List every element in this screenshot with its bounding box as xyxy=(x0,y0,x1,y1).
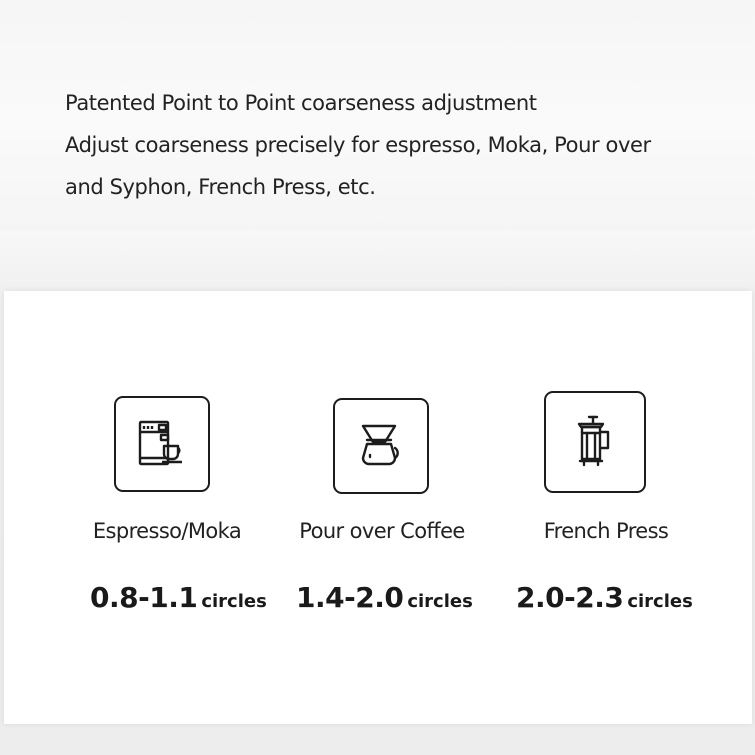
grind-settings-card xyxy=(4,291,752,724)
range-value-french-press: 2.0-2.3 xyxy=(516,581,624,614)
range-espresso-moka xyxy=(90,581,267,614)
pour-over-dripper-icon xyxy=(333,398,429,494)
espresso-machine-icon xyxy=(114,396,210,492)
intro-text xyxy=(65,82,725,208)
range-value-pour-over: 1.4-2.0 xyxy=(296,581,404,614)
range-unit-espresso-moka: circles xyxy=(201,591,267,612)
method-label-espresso-moka: Espresso/Moka xyxy=(92,519,242,543)
intro-line-1: Patented Point to Point coarseness adjustment xyxy=(65,91,537,115)
french-press-icon xyxy=(544,391,646,493)
intro-line-2: Adjust coarseness precisely for espresso, Moka, Pour over xyxy=(65,133,651,157)
intro-line-3: and Syphon, French Press, etc. xyxy=(65,175,376,199)
range-french-press xyxy=(516,581,693,614)
range-pour-over xyxy=(296,581,473,614)
range-unit-pour-over: circles xyxy=(407,591,473,612)
method-label-french-press: French Press xyxy=(543,519,669,543)
method-label-pour-over: Pour over Coffee xyxy=(299,519,465,543)
range-value-espresso-moka: 0.8-1.1 xyxy=(90,581,198,614)
range-unit-french-press: circles xyxy=(627,591,693,612)
